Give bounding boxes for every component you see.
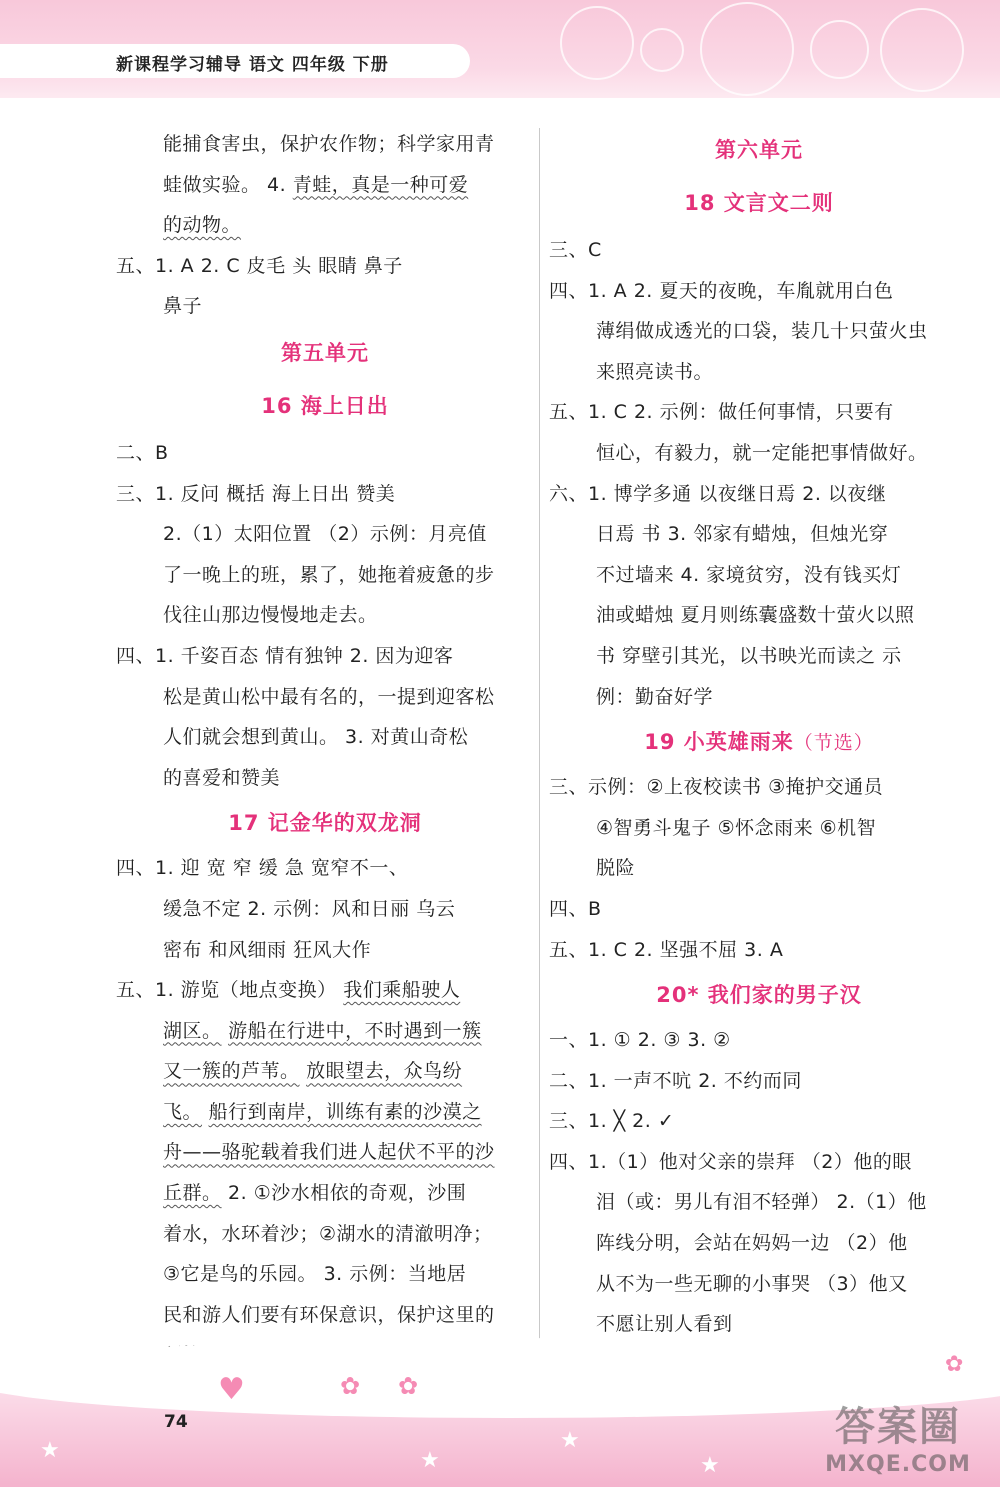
page-number: 74 (164, 1412, 188, 1432)
text-line: 着水，水环着沙；②湖水的清澈明净； (163, 1222, 493, 1245)
text-line: 三、1. 反问 概括 海上日出 赞美 (116, 482, 396, 505)
text-line (116, 1011, 534, 1052)
text-line: 五、1. C 2. 示例：做任何事情，只要有 (549, 401, 894, 424)
lesson-subtitle: （节选） (793, 732, 874, 755)
text-line: 四、1. A 2. 夏天的夜晚，车胤就用白色 (549, 279, 894, 302)
flower-icon: ✿ (398, 1372, 419, 1400)
text-line: 缓急不定 2. 示例：风和日丽 乌云 (163, 897, 456, 920)
lesson-heading: 18 文言文二则 (684, 191, 834, 215)
decor-bubble (640, 28, 684, 72)
header-title: 新课程学习辅导 语文 四年级 下册 (116, 55, 389, 75)
right-column (549, 124, 969, 1345)
text-line: 二、B (116, 441, 169, 464)
text-line: 六、1. 博学多通 以夜继日焉 2. 以夜继 (549, 482, 887, 505)
wavy-underlined-answer: 船行到南岸，训练有素的沙漠之 (208, 1100, 482, 1123)
text-line: 人们就会想到黄山。 3. 对黄山奇松 (163, 726, 469, 749)
text-line (116, 205, 534, 246)
text-line (116, 1092, 534, 1133)
flower-icon: ✿ (340, 1372, 361, 1400)
flower-icon: ✿ (945, 1352, 964, 1377)
wavy-underlined-answer: 湖区。 (163, 1019, 222, 1042)
text-line: 四、B (549, 897, 602, 920)
heart-icon: ♥ (218, 1372, 245, 1407)
text-line: 蛙做实验。 4. 青蛙，真是一种可爱 (163, 173, 469, 196)
decor-bubble (560, 6, 634, 80)
text-line: 来照亮读书。 (596, 360, 714, 383)
unit-heading: 第六单元 (715, 138, 803, 162)
text-line: 三、C (549, 239, 602, 261)
text-line: 密布 和风细雨 狂风大作 (163, 938, 372, 961)
wavy-underlined-answer: 又一簇的芦苇。 (163, 1060, 300, 1083)
text-line: 四、1. 迎 宽 窄 缓 急 宽窄不一、 (116, 857, 409, 880)
lesson-heading: 16 海上日出 (261, 393, 389, 418)
text-line: 阵线分明，会站在妈妈一边 （2）他 (596, 1232, 908, 1255)
text-line: 松是黄山松中最有名的，一提到迎客松 (163, 685, 495, 708)
text-line: 四、1. 千姿百态 情有独钟 2. 因为迎客 (116, 644, 454, 667)
wavy-underlined-answer: 我们乘船驶人 (343, 979, 461, 1002)
text-line: 的喜爱和赞美 (163, 766, 281, 789)
lesson-heading: 20* 我们家的男子汉 (656, 983, 862, 1008)
text-line: 三、示例：②上夜校读书 ③掩护交通员 (549, 776, 884, 799)
star-icon: ★ (700, 1453, 720, 1478)
lesson-heading: 17 记金华的双龙洞 (228, 811, 422, 836)
decor-bubble (700, 2, 794, 96)
wavy-underlined-answer: 舟——骆驼载着我们进人起伏不平的沙 (163, 1141, 495, 1164)
left-column (116, 124, 534, 1376)
wavy-underlined-answer: 青蛙，真是一种可爱 (292, 173, 469, 196)
text-line: 2.（1）太阳位置 （2）示例：月亮值 (163, 523, 487, 546)
text-line: 从不为一些无聊的小事哭 （3）他又 (596, 1272, 908, 1295)
text-line: 伐往山那边慢慢地走去。 (163, 604, 378, 627)
text-line: 书 穿壁引其光，以书映光而读之 示 (596, 644, 902, 667)
text-line: 民和游人们要有环保意识，保护这里的 (163, 1303, 495, 1326)
column-divider (539, 128, 540, 1356)
text-line: 泪（或：男儿有泪不轻弹） 2.（1）他 (596, 1191, 927, 1214)
watermark-logo (808, 1395, 988, 1481)
unit-heading: 第五单元 (281, 340, 369, 365)
page-header (0, 0, 1000, 98)
watermark-text: 答案圈 (835, 1404, 961, 1450)
star-icon: ★ (560, 1428, 580, 1453)
text-line: 三、1. ╳ 2. ✓ (549, 1110, 675, 1133)
text-line: 二、1. 一声不吭 2. 不约而同 (549, 1069, 802, 1092)
text-line: 五、1. 游览（地点变换） 我们乘船驶人 (116, 979, 461, 1002)
text-line: 五、1. A 2. C 皮毛 头 眼睛 鼻子 (116, 254, 403, 277)
text-line: 日焉 书 3. 邻家有蜡烛，但烛光穿 (596, 523, 889, 546)
text-line: 一、1. ① 2. ③ 3. ② (549, 1029, 731, 1052)
text-line: 例：勤奋好学 (596, 685, 714, 708)
text-line: 鼻子 (163, 295, 203, 318)
decor-bubble (810, 20, 869, 79)
text-line: ④智勇斗鬼子 ⑤怀念雨来 ⑥机智 (596, 816, 877, 839)
star-icon: ★ (420, 1448, 440, 1473)
text-line: 脱险 (596, 857, 636, 880)
wavy-underlined-answer: 放眼望去，众鸟纷 (306, 1060, 463, 1083)
star-icon: ★ (40, 1438, 60, 1463)
text-line: 了一晚上的班，累了，她拖着疲惫的步 (163, 563, 495, 586)
text-line (116, 1132, 534, 1173)
wavy-underlined-answer: 飞。 (163, 1100, 203, 1123)
text-line: 五、1. C 2. 坚强不屈 3. A (549, 938, 784, 961)
text-line: 恒心，有毅力，就一定能把事情做好。 (596, 441, 928, 464)
text-line: 油或蜡烛 夏月则练囊盛数十萤火以照 (596, 604, 915, 627)
wavy-underlined-answer: 的动物。 (163, 214, 242, 237)
text-line: 四、1.（1）他对父亲的崇拜 （2）他的眼 (549, 1150, 912, 1173)
lesson-heading: 19 小英雄雨来（节选） (644, 730, 874, 755)
text-line: ③它是鸟的乐园。 3. 示例：当地居 (163, 1263, 467, 1286)
text-line: 不愿让别人看到 (596, 1313, 733, 1336)
text-line: 能捕食害虫，保护农作物；科学家用青 (163, 133, 495, 155)
decor-bubble (880, 8, 964, 92)
wavy-underlined-answer: 丘群。 (163, 1182, 222, 1205)
text-line (116, 1051, 534, 1092)
text-line: 薄绢做成透光的口袋，装几十只萤火虫 (596, 320, 928, 343)
text-line: 不过墙来 4. 家境贫穷，没有钱买灯 (596, 563, 902, 586)
text-line: 丘群。 2. ①沙水相依的奇观，沙围 (163, 1182, 467, 1205)
wavy-underlined-answer: 游船在行进中，不时遇到一簇 (228, 1019, 482, 1042)
watermark-url: MXQE.COM (825, 1452, 971, 1477)
